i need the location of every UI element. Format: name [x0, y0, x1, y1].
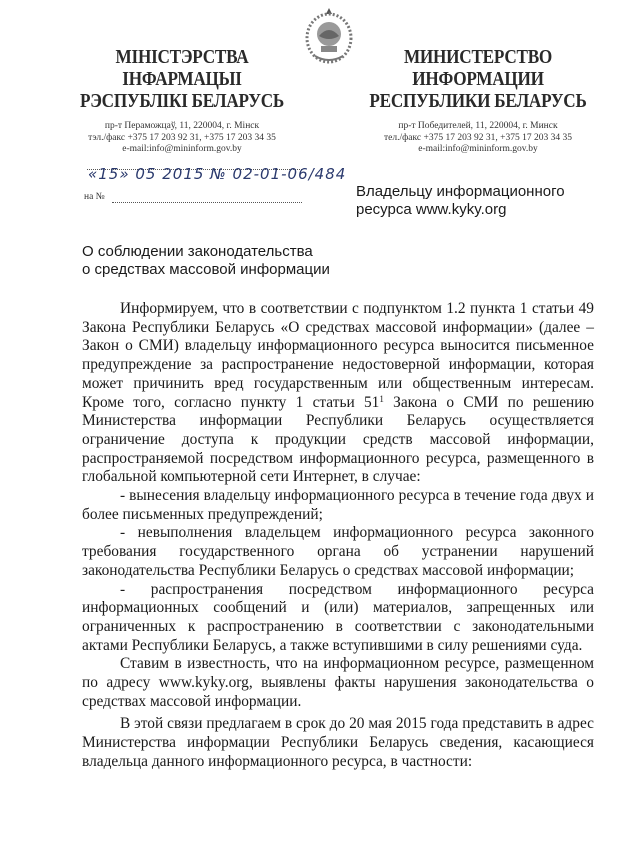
- letter-body: [82, 300, 594, 772]
- letterhead-belarusian: [62, 46, 302, 156]
- letter-subject: [82, 243, 352, 279]
- reference-number-handwritten: «15» 05 2015 № 02-01-06/484: [88, 165, 347, 183]
- addressee-line1: Владельцу информационного: [356, 183, 565, 200]
- body-list-item-3: - распространения посредством информационного ресурса информационных сообщений и (или) материалов, запрещенных или ограниченных к распространению в соответствии с законодательными актами Республики Беларусь, а также вступившими в силу решениями суда.: [82, 580, 594, 654]
- ministry-phone-ru: тел./факс +375 17 203 92 31, +375 17 203 34 35: [384, 132, 572, 143]
- body-paragraph-2: Ставим в известность, что на информационном ресурсе, размещенном по адресу www.kyky.org, выявлены факты нарушения законодательства о средствах массовой информации.: [82, 655, 594, 710]
- body-paragraph-1-part2: Закона о СМИ по решению Министерства информации Республики Беларусь осуществляется ограничение доступа к продукции средств массовой информации, распространяемой посредством информационного ресурса, размещенного в глобальной компьютерной сети Интернет, в случае:: [82, 393, 595, 486]
- subject-line2: о средствах массовой информации: [82, 261, 330, 278]
- reference-na-label: на №: [84, 192, 105, 202]
- body-paragraph-1-part1: Информируем, что в соответствии с подпунктом 1.2 пункта 1 статьи 49 Закона Республики Беларусь «О средствах массовой информации» (далее – Закон о СМИ) владельцу информационного ресурса выносится письменное предупреждение за распространение недостоверной информации, которая может причинить вред государственным или общественным интересам. Кроме того, согласно пункту 1 статьи 51: [82, 300, 594, 411]
- ministry-title-ru-line2: РЕСПУБЛИКИ БЕЛАРУСЬ: [369, 90, 587, 112]
- body-paragraph-1: [82, 300, 594, 487]
- addressee-block: [356, 183, 596, 219]
- article-superscript: 1: [379, 393, 384, 404]
- body-list-item-2: - невыполнения владельцем информационного ресурса законного требования государственного органа об устранении нарушений законодательства Республики Беларусь о средствах массовой информации;: [82, 524, 594, 579]
- subject-line1: О соблюдении законодательства: [82, 243, 313, 260]
- body-list-item-1: - вынесения владельцу информационного ресурса в течение года двух и более письменных предупреждений;: [82, 487, 594, 523]
- body-paragraph-3: В этой связи предлагаем в срок до 20 мая 2015 года представить в адрес Министерства информации Республики Беларусь сведения, касающиеся владельца данного информационного ресурса, в частности:: [82, 715, 594, 770]
- ministry-phone-be: тэл./факс +375 17 203 92 31, +375 17 203 34 35: [88, 132, 276, 143]
- letterhead-russian: [348, 46, 608, 156]
- ministry-title-be-line1: МІНІСТЭРСТВА ІНФАРМАЦЫІ: [115, 46, 249, 90]
- reference-na-line: [112, 202, 302, 203]
- addressee-line2: ресурса www.kyky.org: [356, 201, 507, 218]
- ministry-email-be: e-mail:info@mininform.gov.by: [122, 144, 242, 154]
- ministry-email-ru: e-mail:info@mininform.gov.by: [418, 144, 538, 154]
- ministry-title-ru-line1: МИНИСТЕРСТВО ИНФОРМАЦИИ: [403, 46, 553, 90]
- ministry-address-ru: пр-т Победителей, 11, 220004, г. Минск: [398, 121, 558, 131]
- ministry-title-be-line2: РЭСПУБЛІКІ БЕЛАРУСЬ: [80, 90, 284, 112]
- ministry-address-be: пр-т Пераможцаў, 11, 220004, г. Мінск: [104, 121, 260, 131]
